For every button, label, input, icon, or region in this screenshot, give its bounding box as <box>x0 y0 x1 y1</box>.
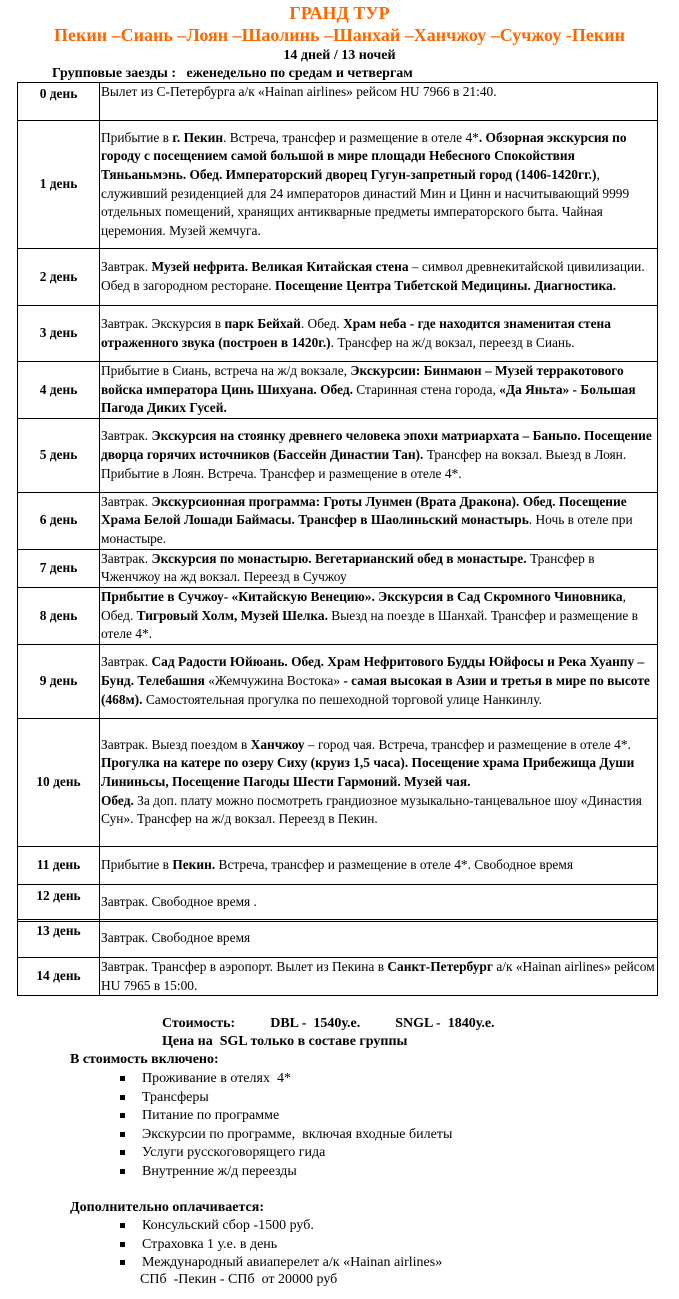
list-item <box>118 1089 452 1108</box>
day-label: 2 день <box>18 249 100 306</box>
description-bold-segment: Экскурсия на стоянку древнего человека эпохи матриархата – Баньпо. Посещение дворца горячих источников (Бассейн Династии Тан). <box>101 428 652 462</box>
description-bold-segment: «Да Яньта» - Большая Пагода Диких Гусей. <box>101 381 636 416</box>
itinerary-row <box>18 362 658 419</box>
square-bullet-icon <box>120 1260 125 1265</box>
day-description <box>100 644 658 718</box>
day-label: 0 день <box>18 83 100 121</box>
description-segment: Завтрак. Трансфер в аэропорт. Вылет из Пекина в <box>101 959 388 974</box>
list-item-text: Консульский сбор -1500 руб. <box>142 1218 314 1233</box>
itinerary-row <box>18 644 658 718</box>
price-label: Стоимость: <box>162 1016 236 1031</box>
list-item <box>118 1126 452 1145</box>
description-segment: Завтрак. <box>101 654 152 670</box>
day-label: 8 день <box>18 587 100 644</box>
list-item <box>118 1107 452 1126</box>
day-description <box>100 83 658 121</box>
description-segment: Старинная стена города, <box>352 381 500 397</box>
list-item <box>118 1254 442 1273</box>
description-bold-segment: - самая высокая в Азии и третья в мире по высоте (468м). <box>101 672 650 707</box>
description-segment: Прибытие в Сиань, встреча на ж/д вокзале, <box>101 363 351 378</box>
extra-heading: Дополнительно оплачивается: <box>70 1200 265 1215</box>
description-segment: Трансфер в Чженчжоу на жд вокзал. Переезд в Сучжоу <box>101 550 595 585</box>
description-bold-segment: Экскурсионная программа: Гроты Лунмен (Врата Дракона). Обед. Посещение Храма Белой Лошади Баймасы. Трансфер в Шаолиньский монастырь <box>101 493 627 528</box>
itinerary-row <box>18 249 658 306</box>
itinerary-table-continued <box>17 919 658 996</box>
description-segment: а/к «Hainan airlines» рейсом HU 7965 в 15:00. <box>101 959 655 993</box>
list-item-text: Международный авиаперелет а/к «Hainan airlines» <box>142 1255 443 1270</box>
description-segment: Завтрак. Свободное время . <box>101 894 257 910</box>
description-bold-segment: парк Бейхай <box>224 315 301 331</box>
description-bold-segment: Тигровый Холм, Музей Шелка. <box>136 607 328 623</box>
day-description <box>100 846 658 884</box>
description-bold-segment: Прогулка на катере по озеру Сиху (круиз 1,5 часа). Посещение храма Прибежища Души Лининьсы, Посещение Пагоды Шести Гармоний. Музей чая. <box>101 755 635 789</box>
itinerary-row <box>18 121 658 249</box>
day-description <box>100 958 658 996</box>
day-label: 10 день <box>18 718 100 846</box>
description-segment: Завтрак. <box>101 428 152 444</box>
description-segment: За доп. плату можно посмотреть грандиозное музыкально-танцевальное шоу «Династия Сун». Трансфер на ж/д вокзал. Переезд в Пекин. <box>101 792 642 827</box>
itinerary-row <box>18 492 658 549</box>
included-list <box>118 1070 452 1181</box>
itinerary-table <box>17 82 658 922</box>
description-bold-segment: Музей нефрита. Великая Китайская стена <box>151 259 409 275</box>
list-item-text: Страховка 1 у.е. в день <box>142 1236 278 1252</box>
day-label: 6 день <box>18 492 100 549</box>
list-item-text: Экскурсии по программе, включая входные билеты <box>142 1126 453 1142</box>
description-bold-segment: . Обзорная экскурсия по городу с посещением самой большой в мире площади Небесного Спокойствия Тяньаньмэнь. Обед. Императорский дворец Гугун-запретный город (1406-1420гг.) <box>101 129 627 182</box>
description-segment: Завтрак. <box>101 550 152 566</box>
day-description <box>100 718 658 846</box>
description-bold-segment: Санкт-Петербург <box>387 959 493 974</box>
list-item-text: Проживание в отелях 4* <box>142 1071 291 1086</box>
description-bold-segment: Обед. <box>101 792 134 808</box>
day-description <box>100 884 658 921</box>
day-label: 13 день <box>18 920 100 958</box>
list-item <box>118 1217 442 1236</box>
description-bold-segment: Экскурсия по монастырю. Вегетарианский обед в монастыре. <box>151 550 527 566</box>
day-description <box>100 587 658 644</box>
price-sngl: SNGL - 1840у.е. <box>395 1016 495 1031</box>
itinerary-row <box>18 83 658 121</box>
description-bold-segment: Экскурсии: Бинмаюн – Музей терракотового войска императора Цинь Шихуана. Обед. <box>101 363 624 397</box>
description-segment: «Жемчужина Востока» <box>208 672 341 688</box>
itinerary-row <box>18 549 658 587</box>
day-label: 1 день <box>18 121 100 249</box>
description-bold-segment: Пекин. <box>172 856 216 872</box>
list-item-text: Трансферы <box>142 1089 209 1105</box>
price-dbl: DBL - 1540у.е. <box>270 1016 361 1031</box>
square-bullet-icon <box>120 1150 125 1155</box>
description-segment: Завтрак. <box>101 493 152 509</box>
itinerary-row <box>18 920 658 958</box>
itinerary-row <box>18 846 658 884</box>
description-segment: , Обед. <box>101 588 626 623</box>
description-segment: Завтрак. Выезд поездом в <box>101 736 251 752</box>
description-segment: Вылет из С-Петербурга а/к «Hainan airlines» рейсом HU 7966 в 21:40. <box>101 84 497 99</box>
list-item-text: Питание по программе <box>142 1108 280 1123</box>
tour-duration: 14 дней / 13 ночей <box>283 48 396 63</box>
price-note: Цена на SGL только в составе группы <box>162 1034 408 1049</box>
day-description <box>100 418 658 492</box>
description-segment: Трансфер на вокзал. Выезд в Лоян. Прибытие в Лоян. Встреча. Трансфер и размещение в отеле 4*. <box>101 446 627 481</box>
itinerary-row <box>18 306 658 362</box>
description-segment: Завтрак. Свободное время <box>101 930 251 946</box>
tour-route: Пекин –Сиань –Лоян –Шаолинь –Шанхай –Ханчжоу –Сучжоу -Пекин <box>54 25 625 45</box>
day-label: 14 день <box>18 958 100 996</box>
list-item <box>118 1144 452 1163</box>
description-segment: – город чая. Встреча, трансфер и размещение в отеле 4*. <box>304 736 631 752</box>
description-segment: . Встреча, трансфер и размещение в отеле 4* <box>223 129 479 145</box>
square-bullet-icon <box>120 1113 125 1118</box>
square-bullet-icon <box>120 1076 125 1081</box>
description-bold-segment: Сад Радости Юйюань. Обед. Храм Нефритового Будды Юйфосы и Река Хуанпу –Бунд. Телебашня <box>101 654 645 688</box>
itinerary-row <box>18 418 658 492</box>
description-bold-segment: Прибытие в Сучжоу- «Китайскую Венецию». Экскурсия в Сад Скромного Чиновника <box>101 588 623 604</box>
day-label: 12 день <box>18 884 100 921</box>
list-item-text: Услуги русскоговорящего гида <box>142 1145 326 1160</box>
day-description <box>100 549 658 587</box>
list-item <box>118 1163 452 1182</box>
day-description <box>100 362 658 419</box>
description-segment: . Обед. <box>300 315 344 331</box>
description-segment: – символ древнекитайской цивилизации. Обед в загородном ресторане. <box>101 259 645 293</box>
itinerary-row <box>18 587 658 644</box>
description-segment: Завтрак. <box>101 259 152 275</box>
day-description <box>100 121 658 249</box>
description-bold-segment: Храм неба - где находится знаменитая стена отраженного звука (построен в 1420г.) <box>101 315 611 350</box>
itinerary-row <box>18 884 658 921</box>
extra-list <box>118 1217 442 1273</box>
description-segment: , служивший резиденцией для 24 императоров династий Мин и Цинн и насчитывающий 9999 отдельных помещений, хранящих антикварные предметы императорского быта. Чайная церемония. Музей жемчуга. <box>101 166 630 238</box>
description-bold-segment: Ханчжоу <box>250 736 305 752</box>
itinerary-row <box>18 958 658 996</box>
day-label: 5 день <box>18 418 100 492</box>
day-description <box>100 249 658 306</box>
day-description <box>100 920 658 958</box>
day-label: 11 день <box>18 846 100 884</box>
day-label: 9 день <box>18 644 100 718</box>
description-bold-segment: г. Пекин <box>172 129 224 145</box>
description-segment: Прибытие в <box>101 129 173 145</box>
price-line <box>162 1015 495 1032</box>
day-label: 4 день <box>18 362 100 419</box>
square-bullet-icon <box>120 1169 125 1174</box>
day-description <box>100 306 658 362</box>
square-bullet-icon <box>120 1223 125 1228</box>
description-segment: Встреча, трансфер и размещение в отеле 4*. Свободное время <box>215 856 573 872</box>
tour-title: ГРАНД ТУР <box>289 3 390 23</box>
description-segment: Самостоятельная прогулка по пешеходной торговой улице Нанкинлу. <box>142 691 542 707</box>
day-label: 3 день <box>18 306 100 362</box>
description-segment: Прибытие в <box>101 856 173 872</box>
day-label: 7 день <box>18 549 100 587</box>
description-segment: . Трансфер на ж/д вокзал, переезд в Сиань. <box>330 334 575 350</box>
description-segment: Выезд на поезде в Шанхай. Трансфер и размещение в отеле 4*. <box>101 607 638 642</box>
day-description <box>100 492 658 549</box>
extra-flight-note: СПб -Пекин - СПб от 20000 руб <box>140 1272 338 1287</box>
description-bold-segment: Посещение Центра Тибетской Медицины. Диагностика. <box>274 278 617 293</box>
included-heading: В стоимость включено: <box>70 1052 219 1067</box>
list-item <box>118 1070 452 1089</box>
square-bullet-icon <box>120 1242 125 1247</box>
list-item-text: Внутренние ж/д переезды <box>142 1163 297 1179</box>
group-departures: Групповые заезды : еженедельно по средам и четвергам <box>52 66 413 81</box>
itinerary-row <box>18 718 658 846</box>
list-item <box>118 1236 442 1255</box>
description-segment: . Ночь в отеле при монастыре. <box>101 512 633 547</box>
description-segment: Завтрак. Экскурсия в <box>101 315 225 331</box>
square-bullet-icon <box>120 1132 125 1137</box>
square-bullet-icon <box>120 1095 125 1100</box>
